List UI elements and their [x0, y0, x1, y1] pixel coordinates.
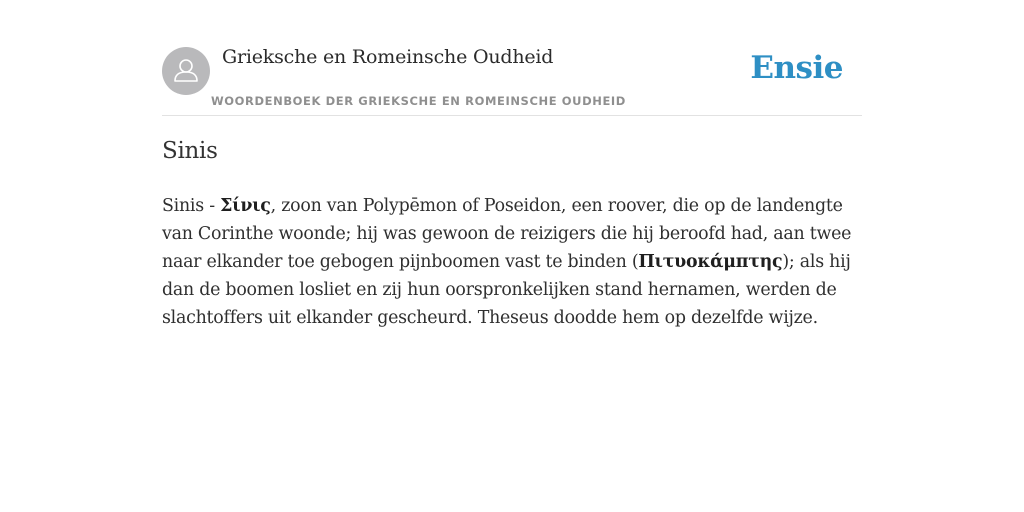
brand-logo[interactable]: Ensie: [750, 50, 843, 86]
greek-term: Πιτυοκάμπτης: [638, 252, 783, 272]
entry-text-segment: Sinis -: [162, 196, 221, 216]
greek-term: Σίνις: [220, 196, 271, 216]
entry-body: [162, 192, 862, 332]
avatar[interactable]: [162, 47, 210, 95]
source-title[interactable]: Grieksche en Romeinsche Oudheid: [222, 46, 554, 68]
entry-title: Sinis: [162, 138, 218, 164]
source-header: [162, 44, 862, 116]
entry-text-segment: ); als hij dan de boomen losliet en zij hun oorspronkelijken stand hernamen, werden de slachtoffers uit elkander gescheurd. Theseus doodde hem op dezelfde wijze.: [162, 252, 851, 328]
source-subtitle: WOORDENBOEK DER GRIEKSCHE EN ROMEINSCHE OUDHEID: [211, 94, 626, 108]
entry-text-segment: , zoon van Polypēmon of Poseidon, een roover, die op de landengte van Corinthe woonde; hij was gewoon de reizigers die hij beroofd had, aan twee naar elkander toe gebogen pijnboomen vast te binden (: [162, 196, 852, 272]
user-silhouette-icon: [162, 47, 210, 95]
